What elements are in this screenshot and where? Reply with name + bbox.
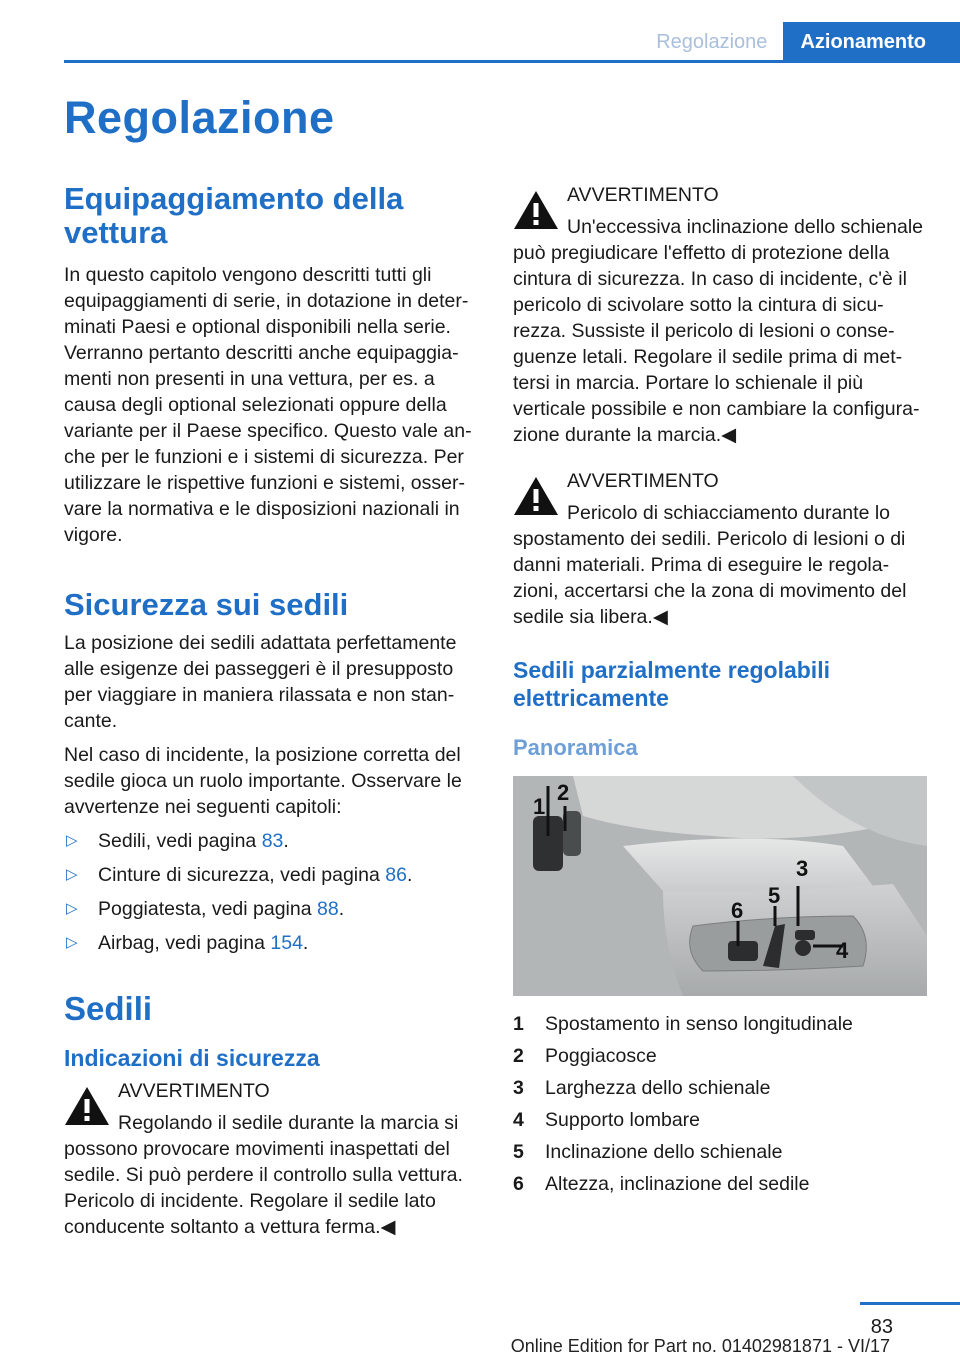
warning-block [64,1078,478,1240]
right-column [513,182,927,1200]
heading-indicazioni-sicurezza: Indicazioni di sicurezza [64,1045,320,1071]
warning-text: Pericolo di schiacciamento durante lo spostamento dei sedili. Pericolo di lesioni o di danni materiali. Prima di eseguire le regolazioni, accertarsi che la zona di movimento del sedile sia libera.◀ [513,502,907,628]
warning-title: AVVERTIMENTO [118,1080,270,1102]
figure-label-6: 6 [731,898,744,923]
paragraph-sicurezza-1: La posizione dei sedili adattata perfettamente alle esigenze dei passeggeri è il presupposto per viaggiare in maniera rilassata e non stancante. [64,632,457,732]
figure-label-3: 3 [796,856,809,881]
page-link[interactable]: 154 [270,932,303,954]
figure-label-4: 4 [836,938,849,963]
heading-sedili: Sedili [64,990,153,1027]
heading-sedili-parzialmente: Sedili parzialmente regolabili elettricamente [513,657,830,711]
page-link[interactable]: 88 [317,898,339,920]
legend-item: 5 Inclinazione dello schienale [513,1141,783,1163]
page-number: 83 [870,1316,893,1338]
bullet-triangle-icon: ▷ [66,832,78,849]
seat-illustration [513,776,927,996]
warning-text: Regolando il sedile durante la marcia si possono provocare movimenti inaspettati del sedile. Si può perdere il controllo sulla vettura. Pericolo di incidente. Regolare il sedile lato conducente soltanto a vettura ferma.◀ [64,1112,463,1238]
warning-text: Un'eccessiva inclinazione dello schienale può pregiudicare l'effetto di protezione della cintura di sicurezza. In caso di incidente, c'è il pericolo di scivolare sotto la cintura di sicurezza. Sussiste il pericolo di lesioni o conseguenze letali. Regolare il sedile prima di mettersi in marcia. Portare lo schienale il più verticale possibile e non cambiare la configurazione durante la marcia.◀ [513,216,924,446]
warning-block [513,468,927,630]
page-title: Regolazione [64,92,335,143]
bullet-triangle-icon: ▷ [66,934,78,951]
paragraph-equipaggiamento: In questo capitolo vengono descritti tutti gli equipaggiamenti di serie, in dotazione in determinati Paesi e optional disponibili nella serie. Verranno pertanto descritti anche equipaggiamenti non presenti in una vettura, per es. a causa degli optional selezionati oppure della variante per il Paese specifico. Questo vale anche per le funzioni e i sistemi di sicurezza. Per utilizzare le rispettive funzioni e sistemi, osservare la normativa e le disposizioni nazionali in vigore. [64,264,472,546]
edition-note: Online Edition for Part no. 01402981871 - VI/17 [510,1336,890,1356]
warning-icon [513,475,559,517]
legend-item: 6 Altezza, inclinazione del sedile [513,1173,810,1195]
list-item: ▷ Poggiatesta, vedi pagina 88. [66,898,345,920]
warning-title: AVVERTIMENTO [567,184,719,206]
figure-label-5: 5 [768,883,781,908]
legend-item: 3 Larghezza dello schienale [513,1077,771,1099]
warning-block [513,182,927,448]
figure-legend [513,1008,927,1200]
bullet-triangle-icon: ▷ [66,900,78,917]
legend-item: 4 Supporto lombare [513,1109,701,1131]
warning-icon [513,189,559,231]
heading-sicurezza-sedili: Sicurezza sui sedili [64,587,349,622]
legend-item: 2 Poggiacosce [513,1045,657,1067]
header-rule [64,60,960,63]
heading-equipaggiamento: Equipaggiamento della vettura [64,181,404,250]
footer-rule [860,1302,960,1305]
chapter-reference-list [64,828,478,956]
tab-regolazione[interactable]: Regolazione [656,31,768,53]
list-item: ▷ Sedili, vedi pagina 83. [66,830,289,852]
heading-panoramica: Panoramica [513,735,638,760]
legend-item: 1 Spostamento in senso longitudinale [513,1013,853,1035]
warning-icon [64,1085,110,1127]
paragraph-sicurezza-2: Nel caso di incidente, la posizione corretta del sedile gioca un ruolo importante. Osservare le avvertenze nei seguenti capitoli: [64,744,462,818]
seat-controls-figure [513,776,927,996]
list-item: ▷ Cinture di sicurezza, vedi pagina 86. [66,864,413,886]
page-link[interactable]: 86 [385,864,407,886]
figure-label-1: 1 [533,794,546,819]
left-column [64,182,478,1240]
chapter-tabs [640,22,960,62]
warning-title: AVVERTIMENTO [567,470,719,492]
figure-label-2: 2 [557,780,570,805]
list-item: ▷ Airbag, vedi pagina 154. [66,932,309,954]
page-link[interactable]: 83 [261,830,284,852]
bullet-triangle-icon: ▷ [66,866,78,883]
tab-azionamento[interactable]: Azionamento [783,22,960,62]
